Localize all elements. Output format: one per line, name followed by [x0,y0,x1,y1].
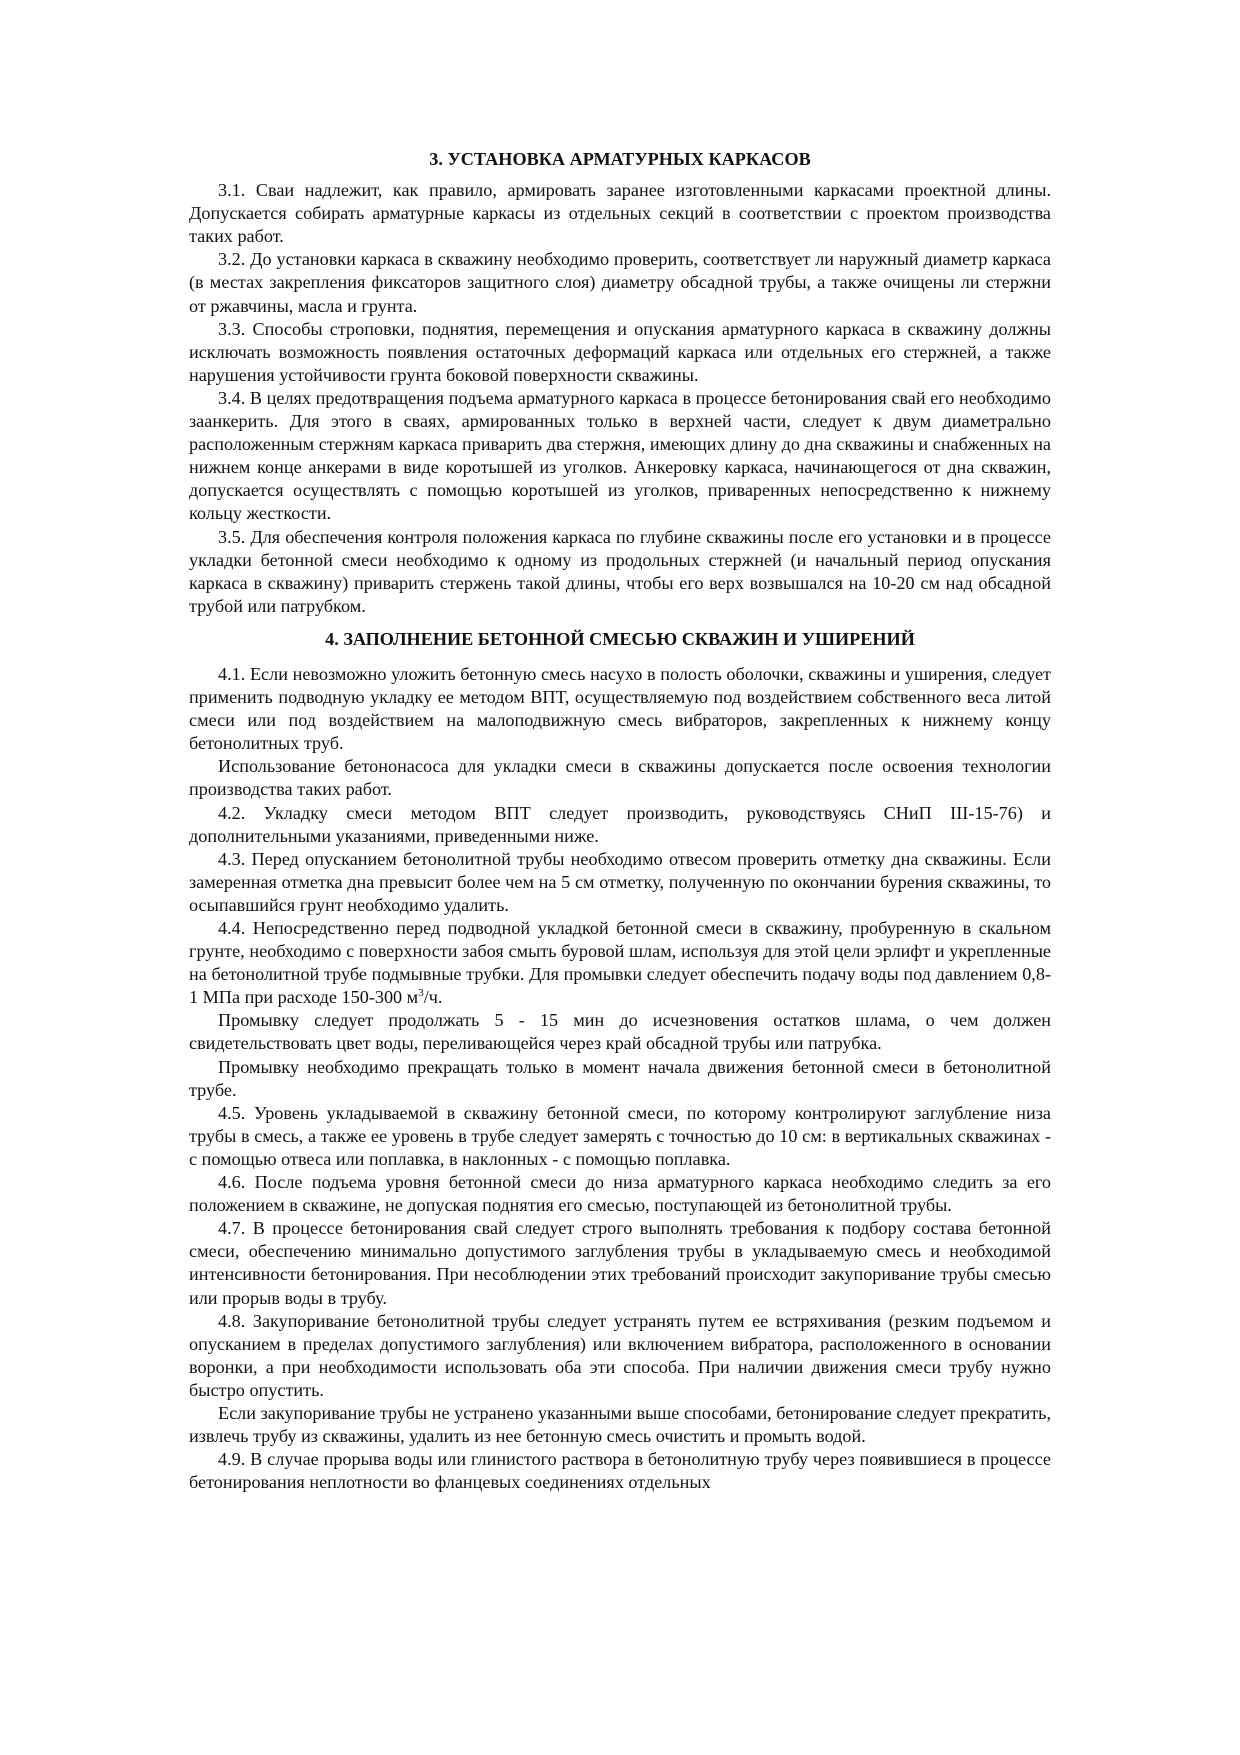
paragraph-4-7: 4.7. В процессе бетонирования свай следует строго выполнять требования к подбору состава бетонной смеси, обеспечению минимально допустимого заглубления трубы в укладываемую смесь и необходимой интенсивности бетонирования. При несоблюдении этих требований происходит закупоривание трубы смесью или прорыв воды в трубу. [189,1218,1051,1308]
paragraph-4-1-pump: Использование бетононасоса для укладки смеси в скважины допускается после освоения технологии производства таких работ. [189,756,1051,800]
paragraph-3-1: 3.1. Сваи надлежит, как правило, армировать заранее изготовленными каркасами проектной длины. Допускается собирать арматурные каркасы из отдельных секций в соответствии с проектом производства таких работ. [189,180,1051,247]
paragraph-4-8: 4.8. Закупоривание бетонолитной трубы следует устранять путем ее встряхивания (резким подъемом и опусканием в пределах допустимого заглубления) или включением вибратора, расположенного в основании воронки, а при необходимости использовать оба эти способа. При наличии движения смеси трубу нужно быстро опустить. [189,1310,1051,1400]
paragraph-4-2: 4.2. Укладку смеси методом ВПТ следует производить, руководствуясь СНиП III-15-76) и дополнительными указаниями, приведенными ниже. [189,802,1051,846]
paragraph-4-1: 4.1. Если невозможно уложить бетонную смесь насухо в полость оболочки, скважины и уширения, следует применить подводную укладку ее методом ВПТ, осуществляемую под воздействием собственного веса литой смеси или под воздействием на малоподвижную смесь вибраторов, закрепленных к нижнему концу бетонолитных труб. [189,663,1051,754]
paragraph-3-2: 3.2. До установки каркаса в скважину необходимо проверить, соответствует ли наружный диаметр каркаса (в местах закрепления фиксаторов защитного слоя) диаметру обсадной трубы, а также очищены ли стержни от ржавчины, масла и грунта. [189,249,1051,316]
section-4-title: 4. ЗАПОЛНЕНИЕ БЕТОННОЙ СМЕСЬЮ СКВАЖИН И УШИРЕНИЙ [325,628,915,649]
paragraph-3-4: 3.4. В целях предотвращения подъема арматурного каркаса в процессе бетонирования свай его необходимо заанкерить. Для этого в сваях, армированных только в верхней части, следует к двум диаметрально расположенным стержням каркаса приварить два стержня, имеющих длину до дна скважины и снабженных на нижнем конце анкерами в виде коротышей из уголков. Анкеровку каркаса, начинающегося от дна скважин, допускается осуществлять с помощью коротышей из уголков, приваренных непосредственно к нижнему кольцу жесткости. [189,387,1051,524]
document-page [189,148,1051,1494]
paragraph-4-4 [189,917,1051,1009]
paragraph-3-3: 3.3. Способы строповки, поднятия, перемещения и опускания арматурного каркаса в скважину должны исключать возможность появления остаточных деформаций каркаса или отдельных его стержней, а также нарушения устойчивости грунта боковой поверхности скважины. [189,318,1051,385]
paragraph-3-5: 3.5. Для обеспечения контроля положения каркаса по глубине скважины после его установки и в процессе укладки бетонной смеси необходимо к одному из продольных стержней (и начальный период опускания каркаса в скважину) приварить стержень такой длины, чтобы его верх возвышался на 10-20 см над обсадной трубой или патрубком. [189,526,1051,616]
paragraph-4-6: 4.6. После подъема уровня бетонной смеси до низа арматурного каркаса необходимо следить за его положением в скважине, не допуская поднятия его смесью, поступающей из бетонолитной трубы. [189,1172,1051,1216]
paragraph-4-4-flush-stop: Промывку необходимо прекращать только в момент начала движения бетонной смеси в бетонолитной трубе. [189,1056,1051,1100]
paragraph-4-4-text: 4.4. Непосредственно перед подводной укладкой бетонной смеси в скважину, пробуренную в скальном грунте, необходимо с поверхности забоя смыть буровой шлам, используя для этой цели эрлифт и укрепленные на бетонолитной трубе подмывные трубки. Для промывки следует обеспечить подачу воды под давлением 0,8-1 МПа при расходе 150-300 м [189,918,1051,1008]
cubic-superscript: 3 [418,987,424,1000]
paragraph-4-9: 4.9. В случае прорыва воды или глинистого раствора в бетонолитную трубу через появившиеся в процессе бетонирования неплотности во фланцевых соединениях отдельных [189,1449,1051,1493]
section-3-title: 3. УСТАНОВКА АРМАТУРНЫХ КАРКАСОВ [429,149,811,169]
paragraph-4-4-flush-duration: Промывку следует продолжать 5 - 15 мин до исчезновения остатков шлама, о чем должен свидетельствовать цвет воды, переливающейся через край обсадной трубы или патрубка. [189,1010,1051,1054]
paragraph-4-3: 4.3. Перед опусканием бетонолитной трубы необходимо отвесом проверить отметку дна скважины. Если замеренная отметка дна превысит более чем на 5 см отметку, полученную по окончании бурения скважины, то осыпавшийся грунт необходимо удалить. [189,848,1051,915]
paragraph-4-4-unit: /ч. [423,987,443,1008]
paragraph-4-8-cleanup: Если закупоривание трубы не устранено указанными выше способами, бетонирование следует прекратить, извлечь трубу из скважины, удалить из нее бетонную смесь очистить и промыть водой. [189,1402,1051,1447]
paragraph-4-5: 4.5. Уровень укладываемой в скважину бетонной смеси, по которому контролируют заглубление низа трубы в смесь, а также ее уровень в трубе следует замерять с точностью до 10 см: в вертикальных скважинах - с помощью отвеса или поплавка, в наклонных - с помощью поплавка. [189,1102,1051,1169]
